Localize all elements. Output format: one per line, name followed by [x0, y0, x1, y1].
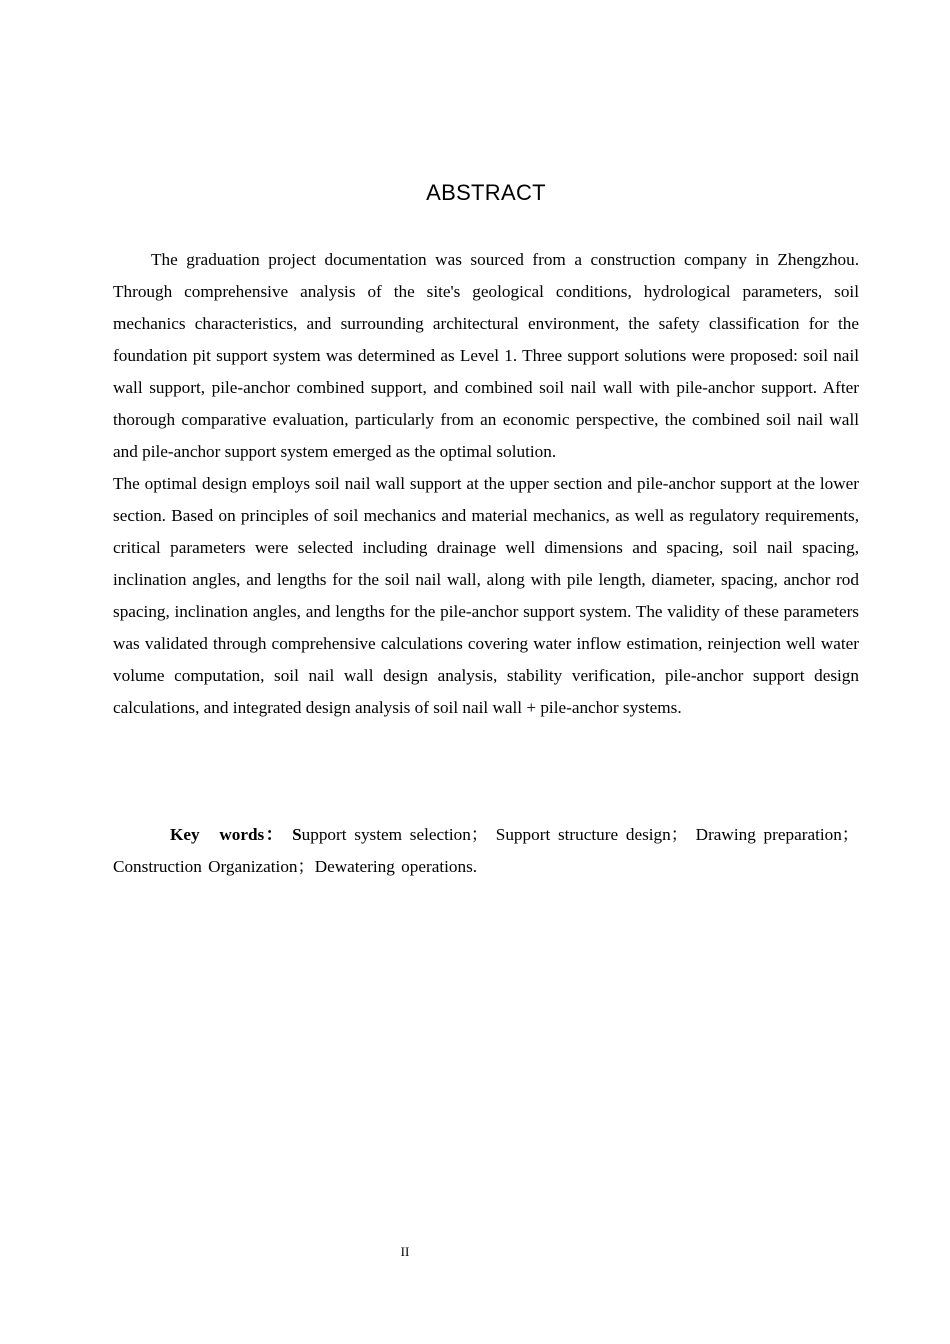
keywords-first-letter: S [292, 825, 302, 844]
keywords-text: upport system selection； Support structure design； Drawing preparation； Construction Organization；Dewatering operations. [113, 825, 859, 876]
abstract-paragraph-2: The optimal design employs soil nail wall support at the upper section and pile-anchor support at the lower section. Based on principles of soil mechanics and material mechanics, as well as regulatory requirements, critical parameters were selected including drainage well dimensions and spacing, soil nail spacing, inclination angles, and lengths for the soil nail wall, along with pile length, diameter, spacing, anchor rod spacing, inclination angles, and lengths for the pile-anchor support system. The validity of these parameters was validated through comprehensive calculations covering water inflow estimation, reinjection well water volume computation, soil nail wall design analysis, stability verification, pile-anchor support design calculations, and integrated design analysis of soil nail wall + pile-anchor systems. [113, 474, 859, 717]
keywords-label: Key words： [170, 825, 285, 844]
abstract-body [113, 244, 859, 724]
page-number: II [400, 1244, 410, 1259]
abstract-title: ABSTRACT [426, 180, 546, 205]
keywords-section [113, 819, 859, 883]
abstract-paragraph-1: The graduation project documentation was sourced from a construction company in Zhengzhou. Through comprehensive analysis of the site's geological conditions, hydrological parameters, soil mechanics characteristics, and surrounding architectural environment, the safety classification for the foundation pit support system was determined as Level 1. Three support solutions were proposed: soil nail wall support, pile-anchor combined support, and combined soil nail wall with pile-anchor support. After thorough comparative evaluation, particularly from an economic perspective, the combined soil nail wall and pile-anchor support system emerged as the optimal solution. [113, 250, 859, 461]
